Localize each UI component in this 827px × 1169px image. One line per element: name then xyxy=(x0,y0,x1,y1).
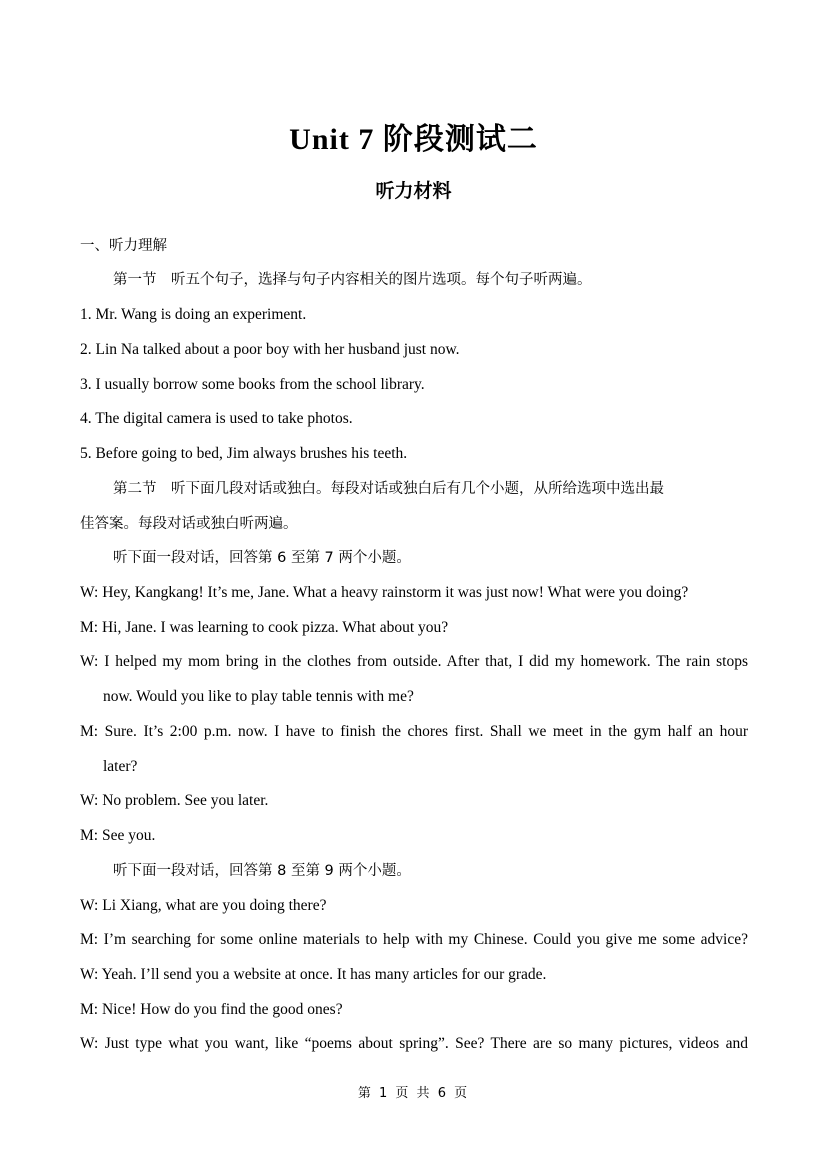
sentence-1: 1. Mr. Wang is doing an experiment. xyxy=(80,306,307,323)
part2-instruction: 第二节 听下面几段对话或独白。每段对话或独白后有几个小题，从所给选项中选出最 xyxy=(113,481,664,497)
part2-instruction-continued: 佳答案。每段对话或独白听两遍。 xyxy=(80,516,298,532)
dialogue1-line: W: Hey, Kangkang! It’s me, Jane. What a heavy rainstorm it was just now! What were you doing? xyxy=(80,584,689,601)
page-subtitle: 听力材料 xyxy=(375,180,452,202)
sentence-3: 3. I usually borrow some books from the school library. xyxy=(80,376,425,393)
dialogue1-line: W: I helped my mom bring in the clothes from outside. After that, I did my homework. The rain stops xyxy=(80,653,748,670)
part1-instruction: 第一节 听五个句子，选择与句子内容相关的图片选项。每个句子听两遍。 xyxy=(113,272,592,288)
page-footer: 第 1 页 共 6 页 xyxy=(357,1086,470,1101)
dialogue2-line: W: Li Xiang, what are you doing there? xyxy=(80,897,327,914)
sentence-4: 4. The digital camera is used to take photos. xyxy=(80,410,353,427)
dialogue2-line: M: I’m searching for some online materials to help with my Chinese. Could you give me some advice? xyxy=(80,931,748,948)
dialogue1-line: M: See you. xyxy=(80,827,156,844)
dialogue1-line-continued: now. Would you like to play table tennis with me? xyxy=(103,688,414,705)
sentence-2: 2. Lin Na talked about a poor boy with her husband just now. xyxy=(80,341,460,358)
dialogue2-line: M: Nice! How do you find the good ones? xyxy=(80,1001,343,1018)
dialogue1-line: M: Sure. It’s 2:00 p.m. now. I have to finish the chores first. Shall we meet in the gym half an hour xyxy=(80,723,748,740)
sentence-5: 5. Before going to bed, Jim always brushes his teeth. xyxy=(80,445,408,462)
dialogue1-intro: 听下面一段对话，回答第 6 至第 7 两个小题。 xyxy=(113,550,411,566)
dialogue2-line: W: Just type what you want, like “poems about spring”. See? There are so many pictures, videos and xyxy=(80,1035,748,1052)
dialogue1-line: M: Hi, Jane. I was learning to cook pizza. What about you? xyxy=(80,619,449,636)
page-title: Unit 7 阶段测试二 xyxy=(289,123,538,156)
dialogue1-line-continued: later? xyxy=(103,758,138,775)
dialogue2-intro: 听下面一段对话，回答第 8 至第 9 两个小题。 xyxy=(113,863,411,879)
dialogue2-line: W: Yeah. I’ll send you a website at once. It has many articles for our grade. xyxy=(80,966,547,983)
dialogue1-line: W: No problem. See you later. xyxy=(80,792,269,809)
section-heading: 一、听力理解 xyxy=(80,238,167,254)
